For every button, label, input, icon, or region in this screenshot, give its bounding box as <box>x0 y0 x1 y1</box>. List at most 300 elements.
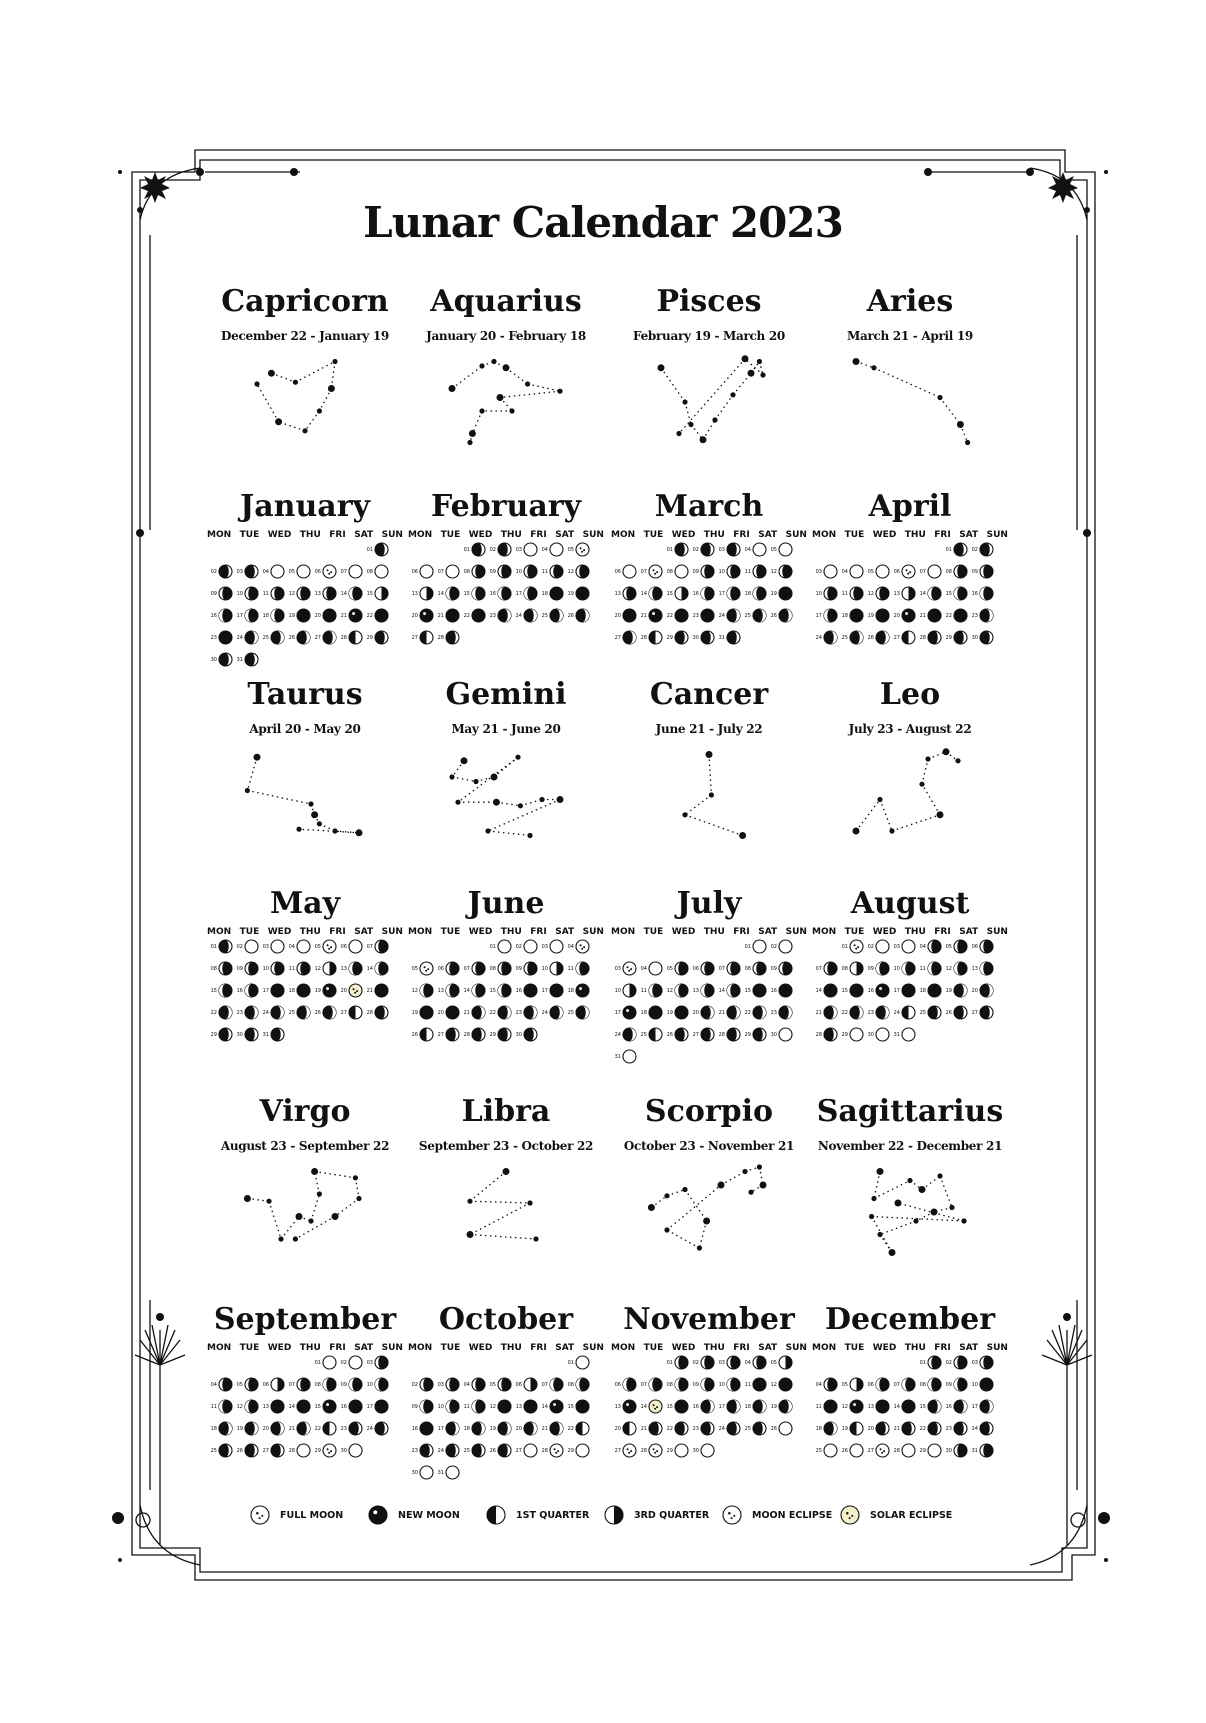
day-cell <box>488 939 512 954</box>
days-grid <box>205 1355 405 1475</box>
day-number: 06 <box>614 1381 621 1388</box>
weekday-label: SUN <box>986 1343 1008 1353</box>
day-number: 15 <box>567 1403 574 1410</box>
day-cell <box>840 1377 864 1392</box>
weekday-label: SAT <box>758 1343 778 1353</box>
moon-phase-icon <box>497 1443 512 1458</box>
day-number: 16 <box>340 1403 347 1410</box>
star <box>353 1175 358 1180</box>
moon-phase-icon <box>471 608 486 623</box>
zodiac-dates: April 20 - May 20 <box>249 722 361 736</box>
moon-phase-icon <box>875 983 890 998</box>
day-cell <box>814 983 838 998</box>
moon-phase-icon <box>901 630 916 645</box>
weekday-label: SUN <box>785 1343 807 1353</box>
legend-first <box>486 1505 604 1525</box>
day-cell <box>261 961 285 976</box>
moon-phase-icon <box>778 1027 793 1042</box>
day-number: 07 <box>640 1381 647 1388</box>
day-number: 14 <box>463 987 470 994</box>
day-number: 07 <box>718 965 725 972</box>
weekday-label: TUE <box>239 530 260 540</box>
moon-phase-icon <box>823 586 838 601</box>
moon-phase-icon <box>648 1027 663 1042</box>
weekday-label: FRI <box>329 927 346 937</box>
day-number: 17 <box>515 590 522 597</box>
day-cell <box>339 983 363 998</box>
day-cell <box>665 1443 689 1458</box>
day-number: 21 <box>463 1009 470 1016</box>
day-number: 19 <box>666 1009 673 1016</box>
day-cell <box>866 939 890 954</box>
day-number: 11 <box>288 965 295 972</box>
moon-phase-icon <box>270 1027 285 1042</box>
weekday-header <box>406 530 606 540</box>
moon-phase-icon <box>296 586 311 601</box>
zodiac-name: Scorpio <box>644 1094 774 1129</box>
moon-phase-icon <box>322 1005 337 1020</box>
moon-phase-icon <box>296 1005 311 1020</box>
day-number: 14 <box>640 1403 647 1410</box>
day-number: 28 <box>541 1447 548 1454</box>
moon-phase-icon <box>700 1027 715 1042</box>
day-cell <box>462 608 486 623</box>
weekday-label: WED <box>468 530 493 540</box>
moon-phase-icon <box>218 630 233 645</box>
weekday-label: MON <box>812 927 837 937</box>
moon-phase-icon <box>419 983 434 998</box>
day-number: 04 <box>288 943 295 950</box>
day-number: 03 <box>262 943 269 950</box>
day-cell <box>488 1443 512 1458</box>
moon-phase-icon <box>575 1443 590 1458</box>
moon-phase-icon <box>575 1355 590 1370</box>
third-icon <box>604 1505 624 1525</box>
weekday-label: SAT <box>758 530 778 540</box>
day-cell <box>743 961 767 976</box>
moon-phase-icon <box>648 586 663 601</box>
moon-phase-icon <box>700 1443 715 1458</box>
day-number: 22 <box>210 1009 217 1016</box>
day-cell <box>209 1421 233 1436</box>
moon-phase-icon <box>778 564 793 579</box>
moon-phase-icon <box>927 961 942 976</box>
moon-phase-icon <box>901 1443 916 1458</box>
day-cell <box>743 1005 767 1020</box>
day-cell <box>613 608 637 623</box>
moon-phase-icon <box>953 1421 968 1436</box>
day-cell <box>313 939 337 954</box>
day-number: 27 <box>340 1009 347 1016</box>
star <box>869 1214 874 1219</box>
day-cell <box>814 1377 838 1392</box>
moon-phase-icon <box>674 586 689 601</box>
day-cell <box>691 1377 715 1392</box>
day-cell <box>613 586 637 601</box>
day-cell <box>769 961 793 976</box>
star <box>491 774 498 781</box>
day-cell <box>866 1377 890 1392</box>
month-april <box>810 490 1010 662</box>
day-cell <box>410 1027 434 1042</box>
moon-phase-icon <box>875 1399 890 1414</box>
day-number: 14 <box>640 590 647 597</box>
moon-phase-icon <box>471 1027 486 1042</box>
day-number: 13 <box>867 1403 874 1410</box>
day-number: 24 <box>815 634 822 641</box>
day-number: 14 <box>718 987 725 994</box>
day-cell <box>743 542 767 557</box>
weekday-label: FRI <box>530 927 547 937</box>
day-number: 07 <box>340 568 347 575</box>
star <box>557 389 562 394</box>
day-number: 27 <box>515 1447 522 1454</box>
star <box>332 828 337 833</box>
day-number: 08 <box>666 568 673 575</box>
day-cell <box>261 1377 285 1392</box>
legend-full <box>250 1505 368 1525</box>
day-number: 05 <box>770 546 777 553</box>
weekday-label: THU <box>500 1343 522 1353</box>
moon-phase-icon <box>322 1377 337 1392</box>
moon-phase-icon <box>622 586 637 601</box>
day-number: 16 <box>945 1403 952 1410</box>
day-number: 20 <box>614 1425 621 1432</box>
day-number: 01 <box>841 943 848 950</box>
moon-phase-icon <box>445 630 460 645</box>
moon-phase-icon <box>752 1421 767 1436</box>
weekday-label: FRI <box>329 530 346 540</box>
day-number: 10 <box>971 1381 978 1388</box>
day-number: 15 <box>463 590 470 597</box>
day-number: 03 <box>718 1359 725 1366</box>
moon-phase-icon <box>374 1399 389 1414</box>
moon-phase-icon <box>244 1399 259 1414</box>
day-number: 04 <box>463 1381 470 1388</box>
zodiac-name: Cancer <box>649 677 769 712</box>
day-number: 02 <box>210 568 217 575</box>
day-cell <box>410 1443 434 1458</box>
moon-phase-icon <box>849 1399 864 1414</box>
moon-phase-icon <box>726 1027 741 1042</box>
day-cell <box>365 939 389 954</box>
day-number: 19 <box>411 1009 418 1016</box>
day-number: 04 <box>841 568 848 575</box>
moon-phase-icon <box>726 1421 741 1436</box>
weekday-label: FRI <box>934 1343 951 1353</box>
month-name: August <box>850 886 970 921</box>
day-number: 26 <box>770 612 777 619</box>
day-number: 09 <box>411 1403 418 1410</box>
star <box>853 358 860 365</box>
star <box>913 1218 918 1223</box>
weekday-label: WED <box>267 530 292 540</box>
star <box>957 421 964 428</box>
moon-phase-icon <box>752 1355 767 1370</box>
moon-phase-icon <box>979 586 994 601</box>
weekday-label: TUE <box>844 927 865 937</box>
day-cell <box>918 630 942 645</box>
day-number: 27 <box>893 634 900 641</box>
moon-phase-icon <box>778 1421 793 1436</box>
day-cell <box>866 630 890 645</box>
day-number: 14 <box>815 987 822 994</box>
day-number: 17 <box>541 987 548 994</box>
moon-phase-icon <box>674 1377 689 1392</box>
constellation-cancer <box>649 750 769 840</box>
moon-phase-icon <box>778 1377 793 1392</box>
day-number: 17 <box>437 1425 444 1432</box>
day-number: 02 <box>945 1359 952 1366</box>
day-number: 06 <box>437 965 444 972</box>
star <box>907 1178 912 1183</box>
moon-phase-icon <box>348 961 363 976</box>
day-cell <box>209 939 233 954</box>
moon-phase-icon <box>674 1443 689 1458</box>
day-cell <box>235 608 259 623</box>
day-cell <box>436 608 460 623</box>
day-number: 12 <box>411 987 418 994</box>
day-number: 28 <box>340 634 347 641</box>
moon-phase-icon <box>927 1005 942 1020</box>
day-cell <box>691 542 715 557</box>
day-cell <box>970 1421 994 1436</box>
zodiac-name: Aquarius <box>430 284 582 319</box>
day-cell <box>209 1005 233 1020</box>
day-cell <box>410 586 434 601</box>
moon-phase-icon <box>778 1355 793 1370</box>
day-cell <box>970 1443 994 1458</box>
moon-phase-icon <box>549 1443 564 1458</box>
day-cell <box>892 1443 916 1458</box>
day-cell <box>462 1443 486 1458</box>
moon-phase-icon <box>322 961 337 976</box>
moon-phase-icon <box>374 939 389 954</box>
moon-phase-icon <box>700 586 715 601</box>
constellation-leo <box>850 750 970 840</box>
moon-phase-icon <box>322 939 337 954</box>
day-cell <box>313 630 337 645</box>
day-number: 26 <box>411 1031 418 1038</box>
zodiac-capricorn <box>205 285 405 343</box>
weekday-header <box>205 927 405 937</box>
weekday-label: WED <box>671 927 696 937</box>
month-july <box>609 887 809 1059</box>
day-number: 14 <box>340 590 347 597</box>
day-cell <box>410 1377 434 1392</box>
moon-phase-icon <box>270 1377 285 1392</box>
day-cell <box>261 1421 285 1436</box>
day-number: 03 <box>515 546 522 553</box>
day-number: 31 <box>437 1469 444 1476</box>
moon-phase-icon <box>849 1421 864 1436</box>
day-number: 18 <box>744 1403 751 1410</box>
day-cell <box>918 1399 942 1414</box>
full-icon <box>250 1505 270 1525</box>
day-cell <box>313 1399 337 1414</box>
weekday-label: SUN <box>785 927 807 937</box>
day-cell <box>892 939 916 954</box>
day-number: 28 <box>366 1009 373 1016</box>
weekday-label: SUN <box>582 927 604 937</box>
moon-phase-icon <box>648 983 663 998</box>
legend-third <box>604 1505 722 1525</box>
day-cell <box>261 608 285 623</box>
day-number: 13 <box>411 590 418 597</box>
day-number: 02 <box>692 546 699 553</box>
moon-phase-icon <box>752 939 767 954</box>
day-cell <box>918 1377 942 1392</box>
day-cell <box>970 608 994 623</box>
day-number: 24 <box>718 612 725 619</box>
moon-phase-icon <box>901 608 916 623</box>
day-cell <box>970 1399 994 1414</box>
zodiac-dates: August 23 - September 22 <box>220 1139 390 1153</box>
star <box>525 381 530 386</box>
day-number: 31 <box>718 634 725 641</box>
moon-phase-icon <box>445 983 460 998</box>
day-cell <box>769 1355 793 1370</box>
day-cell <box>365 564 389 579</box>
day-number: 04 <box>744 1359 751 1366</box>
day-number: 30 <box>971 634 978 641</box>
day-cell <box>410 1005 434 1020</box>
day-cell <box>209 586 233 601</box>
day-cell <box>717 1027 741 1042</box>
star <box>937 811 944 818</box>
month-name: June <box>467 886 545 921</box>
day-number: 23 <box>867 1009 874 1016</box>
moon-phase-icon <box>374 630 389 645</box>
month-june <box>406 887 606 1059</box>
star <box>730 392 735 397</box>
moon-phase-icon <box>979 608 994 623</box>
day-number: 08 <box>666 1381 673 1388</box>
day-cell <box>743 1377 767 1392</box>
moon-phase-icon <box>575 542 590 557</box>
day-number: 18 <box>744 590 751 597</box>
month-january <box>205 490 405 662</box>
moon-phase-icon <box>296 1399 311 1414</box>
weekday-label: TUE <box>440 1343 461 1353</box>
day-cell <box>743 608 767 623</box>
day-cell <box>691 961 715 976</box>
day-cell <box>410 1465 434 1480</box>
day-number: 05 <box>314 943 321 950</box>
day-cell <box>209 1027 233 1042</box>
legend <box>250 1503 970 1527</box>
weekday-header <box>609 927 809 937</box>
day-cell <box>540 1443 564 1458</box>
day-number: 06 <box>411 568 418 575</box>
day-number: 17 <box>366 1403 373 1410</box>
days-grid <box>205 939 405 1059</box>
day-cell <box>566 1421 590 1436</box>
moon-phase-icon <box>374 1377 389 1392</box>
day-number: 19 <box>567 590 574 597</box>
day-cell <box>840 1443 864 1458</box>
day-cell <box>892 1005 916 1020</box>
day-cell <box>639 1421 663 1436</box>
star <box>293 380 298 385</box>
day-number: 27 <box>411 634 418 641</box>
zodiac-aquarius <box>406 285 606 343</box>
day-number: 02 <box>411 1381 418 1388</box>
moon-phase-icon <box>218 961 233 976</box>
day-cell <box>613 1049 637 1064</box>
moon-phase-icon <box>700 542 715 557</box>
legend-solar-eclipse <box>840 1505 958 1525</box>
moon-phase-icon <box>322 1443 337 1458</box>
day-number: 02 <box>971 546 978 553</box>
moon-phase-icon <box>927 1421 942 1436</box>
moon-phase-icon <box>726 961 741 976</box>
moon-phase-icon <box>322 586 337 601</box>
day-number: 21 <box>541 1425 548 1432</box>
day-number: 07 <box>919 568 926 575</box>
day-cell <box>209 1377 233 1392</box>
moon-phase-icon <box>726 564 741 579</box>
weekday-header <box>205 1343 405 1353</box>
day-cell <box>462 983 486 998</box>
moon-phase-icon <box>296 1443 311 1458</box>
star <box>877 797 882 802</box>
star <box>919 1186 926 1193</box>
constellation-aries <box>850 357 970 447</box>
moon-phase-icon <box>823 1421 838 1436</box>
moon-phase-icon <box>575 1005 590 1020</box>
moon-phase-icon <box>348 939 363 954</box>
solar-eclipse-icon <box>840 1505 860 1525</box>
day-number: 01 <box>666 1359 673 1366</box>
moon-phase-icon <box>648 1421 663 1436</box>
days-grid <box>609 1355 809 1475</box>
day-cell <box>339 564 363 579</box>
day-cell <box>866 1443 890 1458</box>
day-number: 15 <box>489 987 496 994</box>
weekday-label: THU <box>500 530 522 540</box>
day-number: 15 <box>841 987 848 994</box>
day-cell <box>514 542 538 557</box>
day-number: 30 <box>515 1031 522 1038</box>
day-cell <box>261 564 285 579</box>
day-number: 27 <box>314 634 321 641</box>
legend-label: 3RD QUARTER <box>634 1509 710 1521</box>
day-number: 14 <box>366 965 373 972</box>
day-cell <box>918 586 942 601</box>
weekday-label: SUN <box>986 530 1008 540</box>
day-cell <box>769 1005 793 1020</box>
moon-phase-icon <box>927 586 942 601</box>
moon-phase-icon <box>979 1355 994 1370</box>
day-number: 07 <box>288 1381 295 1388</box>
moon-phase-icon <box>523 961 538 976</box>
day-number: 02 <box>770 943 777 950</box>
day-number: 23 <box>692 612 699 619</box>
day-cell <box>566 1399 590 1414</box>
weekday-header <box>810 530 1010 540</box>
zodiac-dates: December 22 - January 19 <box>221 329 389 343</box>
day-cell <box>691 1399 715 1414</box>
day-cell <box>892 1377 916 1392</box>
day-cell <box>613 630 637 645</box>
moon-phase-icon <box>218 1027 233 1042</box>
day-cell <box>639 983 663 998</box>
zodiac-name: Libra <box>461 1094 551 1129</box>
moon-phase-icon <box>648 1005 663 1020</box>
star <box>664 1227 669 1232</box>
moon-phase-icon <box>823 564 838 579</box>
